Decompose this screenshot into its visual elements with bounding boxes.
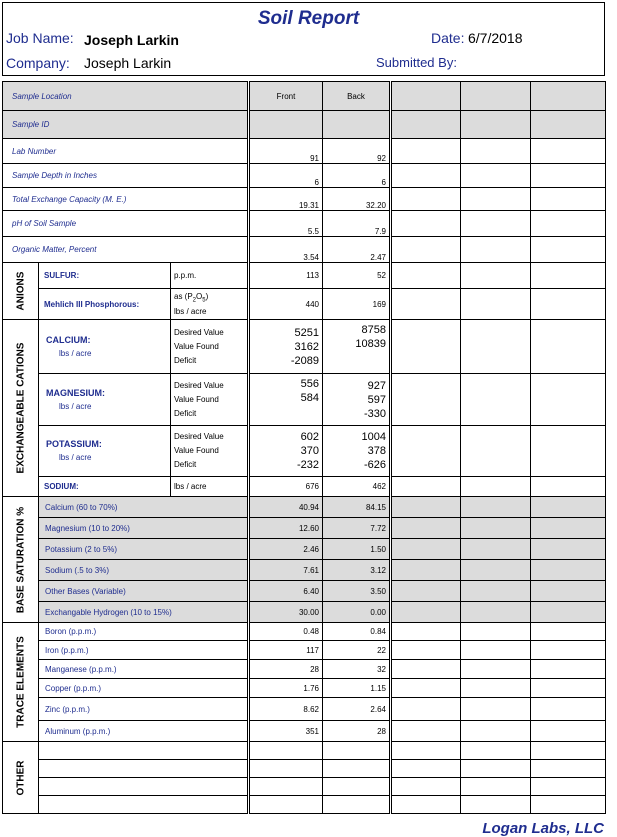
trace-back: 22 bbox=[323, 641, 391, 660]
table-row bbox=[3, 581, 606, 602]
sodium-unit: lbs / acre bbox=[171, 477, 249, 497]
depth-label: Sample Depth in Inches bbox=[3, 164, 249, 188]
bs-back: 0.00 bbox=[323, 602, 391, 623]
sodium-front: 676 bbox=[249, 477, 323, 497]
sulfur-unit: p.p.m. bbox=[171, 263, 249, 289]
trace-label: Boron (p.p.m.) bbox=[39, 623, 249, 641]
trace-front: 117 bbox=[249, 641, 323, 660]
tec-back: 32.20 bbox=[323, 188, 391, 211]
table-row bbox=[3, 518, 606, 539]
trace-back: 28 bbox=[323, 721, 391, 742]
bs-back: 7.72 bbox=[323, 518, 391, 539]
bs-front: 6.40 bbox=[249, 581, 323, 602]
table-row bbox=[3, 796, 606, 814]
bs-label: Calcium (60 to 70%) bbox=[39, 497, 249, 518]
table-row bbox=[3, 660, 606, 679]
table-row bbox=[3, 374, 606, 426]
phosphorus-label: Mehlich III Phosphorous: bbox=[39, 289, 171, 320]
table-row bbox=[3, 82, 606, 111]
trace-elements-section: TRACE ELEMENTS bbox=[3, 623, 39, 742]
anions-section: ANIONS bbox=[3, 263, 39, 320]
table-row bbox=[3, 602, 606, 623]
potassium-unit: lbs / acre bbox=[59, 453, 92, 462]
sulfur-front: 113 bbox=[249, 263, 323, 289]
table-row bbox=[3, 164, 606, 188]
magnesium-label-cell bbox=[39, 374, 171, 426]
bs-back: 1.50 bbox=[323, 539, 391, 560]
table-row bbox=[3, 139, 606, 164]
ph-label: pH of Soil Sample bbox=[3, 211, 249, 237]
table-row bbox=[3, 742, 606, 760]
om-back: 2.47 bbox=[323, 237, 391, 263]
table-row bbox=[3, 426, 606, 477]
trace-label: Aluminum (p.p.m.) bbox=[39, 721, 249, 742]
trace-label: Copper (p.p.m.) bbox=[39, 679, 249, 698]
magnesium-unit: lbs / acre bbox=[59, 401, 92, 411]
job-name-label: Job Name: bbox=[6, 30, 74, 46]
bs-label: Magnesium (10 to 20%) bbox=[39, 518, 249, 539]
table-row bbox=[3, 111, 606, 139]
depth-back: 6 bbox=[323, 164, 391, 188]
om-label: Organic Matter, Percent bbox=[3, 237, 249, 263]
bs-back: 84.15 bbox=[323, 497, 391, 518]
potassium-label: POTASSIUM: bbox=[46, 439, 102, 449]
table-row bbox=[3, 289, 606, 320]
bs-front: 30.00 bbox=[249, 602, 323, 623]
table-row bbox=[3, 778, 606, 796]
date-label: Date: bbox=[431, 30, 465, 46]
bs-back: 3.12 bbox=[323, 560, 391, 581]
trace-front: 8.62 bbox=[249, 698, 323, 721]
table-row bbox=[3, 641, 606, 660]
phosphorus-back: 169 bbox=[323, 289, 391, 320]
table-row bbox=[3, 760, 606, 778]
job-name-value: Joseph Larkin bbox=[84, 32, 179, 48]
table-row bbox=[3, 477, 606, 497]
bs-back: 3.50 bbox=[323, 581, 391, 602]
table-row bbox=[3, 320, 606, 374]
lab-number-front: 91 bbox=[249, 139, 323, 164]
soil-data-table bbox=[2, 81, 606, 814]
trace-front: 28 bbox=[249, 660, 323, 679]
company-label: Company: bbox=[6, 55, 70, 71]
bs-label: Other Bases (Variable) bbox=[39, 581, 249, 602]
sodium-label: SODIUM: bbox=[39, 477, 171, 497]
sample-id-label: Sample ID bbox=[3, 111, 249, 139]
trace-back: 32 bbox=[323, 660, 391, 679]
table-row bbox=[3, 560, 606, 581]
tec-label: Total Exchange Capacity (M. E.) bbox=[3, 188, 249, 211]
trace-back: 1.15 bbox=[323, 679, 391, 698]
report-title: Soil Report bbox=[257, 8, 360, 29]
sulfur-back: 52 bbox=[323, 263, 391, 289]
other-section: OTHER bbox=[3, 742, 39, 814]
trace-label: Zinc (p.p.m.) bbox=[39, 698, 249, 721]
calcium-label: CALCIUM: bbox=[46, 334, 91, 345]
calcium-measures: Desired Value Value Found Deficit bbox=[171, 320, 249, 374]
trace-front: 0.48 bbox=[249, 623, 323, 641]
table-row bbox=[3, 188, 606, 211]
table-row bbox=[3, 211, 606, 237]
phosphorus-front: 440 bbox=[249, 289, 323, 320]
tec-front: 19.31 bbox=[249, 188, 323, 211]
lab-number-label: Lab Number bbox=[3, 139, 249, 164]
bs-front: 40.94 bbox=[249, 497, 323, 518]
lab-number-back: 92 bbox=[323, 139, 391, 164]
magnesium-measures: Desired Value Value Found Deficit bbox=[171, 374, 249, 426]
cations-section: EXCHANGEABLE CATIONS bbox=[3, 320, 39, 497]
depth-front: 6 bbox=[249, 164, 323, 188]
sulfur-label: SULFUR: bbox=[39, 263, 171, 289]
table-row bbox=[3, 623, 606, 641]
bs-front: 12.60 bbox=[249, 518, 323, 539]
trace-label: Manganese (p.p.m.) bbox=[39, 660, 249, 679]
table-row bbox=[3, 263, 606, 289]
bs-front: 7.61 bbox=[249, 560, 323, 581]
bs-label: Potassium (2 to 5%) bbox=[39, 539, 249, 560]
date-value: 6/7/2018 bbox=[468, 30, 523, 46]
om-front: 3.54 bbox=[249, 237, 323, 263]
calcium-unit: lbs / acre bbox=[59, 348, 92, 358]
magnesium-front: 556 584 bbox=[249, 374, 323, 426]
potassium-front: 602 370 -232 bbox=[249, 426, 323, 477]
trace-front: 1.76 bbox=[249, 679, 323, 698]
table-row bbox=[3, 698, 606, 721]
back-column-header: Back bbox=[323, 82, 391, 111]
submitted-by-label: Submitted By: bbox=[376, 55, 457, 70]
trace-label: Iron (p.p.m.) bbox=[39, 641, 249, 660]
trace-back: 0.84 bbox=[323, 623, 391, 641]
calcium-label-cell bbox=[39, 320, 171, 374]
table-row bbox=[3, 539, 606, 560]
sample-location-label: Sample Location bbox=[3, 82, 249, 111]
table-row bbox=[3, 497, 606, 518]
potassium-label-cell bbox=[39, 426, 171, 477]
lab-name-footer: Logan Labs, LLC bbox=[482, 820, 604, 837]
calcium-back: 8758 10839 bbox=[323, 320, 391, 374]
table-row bbox=[3, 237, 606, 263]
table-row bbox=[3, 721, 606, 742]
calcium-front: 5251 3162 -2089 bbox=[249, 320, 323, 374]
phosphorus-unit: as $(P_2O_5)$ lbs / acre bbox=[171, 289, 249, 320]
magnesium-back: 927 597 -330 bbox=[323, 374, 391, 426]
sodium-back: 462 bbox=[323, 477, 391, 497]
ph-back: 7.9 bbox=[323, 211, 391, 237]
company-value: Joseph Larkin bbox=[84, 55, 172, 71]
front-column-header: Front bbox=[249, 82, 323, 111]
table-row bbox=[3, 679, 606, 698]
potassium-back: 1004 378 -626 bbox=[323, 426, 391, 477]
ph-front: 5.5 bbox=[249, 211, 323, 237]
magnesium-label: MAGNESIUM: bbox=[46, 387, 105, 398]
trace-front: 351 bbox=[249, 721, 323, 742]
base-saturation-section: BASE SATURATION % bbox=[3, 497, 39, 623]
bs-label: Sodium (.5 to 3%) bbox=[39, 560, 249, 581]
bs-front: 2.46 bbox=[249, 539, 323, 560]
bs-label: Exchangable Hydrogen (10 to 15%) bbox=[39, 602, 249, 623]
potassium-measures: Desired Value Value Found Deficit bbox=[171, 426, 249, 477]
trace-back: 2.64 bbox=[323, 698, 391, 721]
